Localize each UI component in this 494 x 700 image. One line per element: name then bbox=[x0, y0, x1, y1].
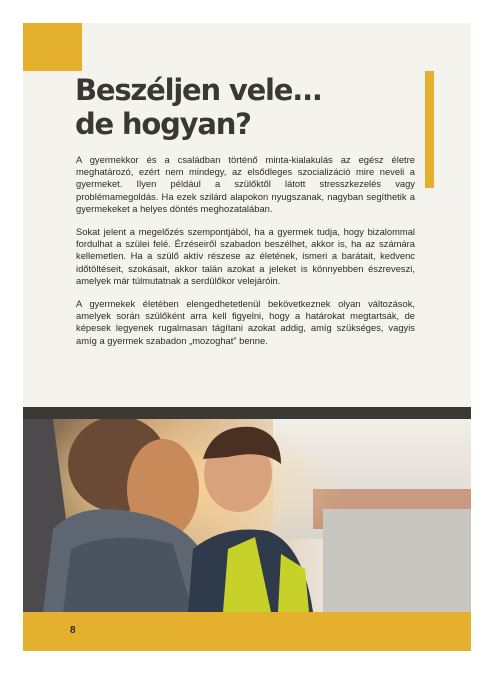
dark-divider-bar bbox=[23, 407, 471, 419]
page-title bbox=[75, 73, 415, 141]
body-text bbox=[76, 154, 415, 358]
title-line-2: de hogyan? bbox=[75, 107, 251, 141]
footer-bar bbox=[23, 612, 471, 651]
paragraph: A gyermekkor és a családban történő minta-kialakulás az egész életre meghatározó, ezért nem mindegy, az elsődleges szocializáció mire neveli a gyermeket. Ilyen például a szülőktől látott stresszkezelés vagy problémamegoldás. Ha ezek szilárd alapokon nyugszanak, nagyban segíthetik a gyermekeket a helyes döntés meghozatalában. bbox=[76, 154, 415, 214]
photo-illustration bbox=[23, 419, 471, 612]
title-line-1: Beszéljen vele... bbox=[75, 73, 322, 107]
paragraph: Sokat jelent a megelőzés szempontjából, ha a gyermek tudja, hogy bizalommal fordulhat a szülei felé. Érzéseiről szabadon beszélhet, akkor is, ha az számára kellemetlen. Ha a szülő aktív részese az életének, ismeri a barátait, kedvenc időtöltéseit, szokásait, akkor talán azokat a jeleket is könnyebben észreveszi, amelyek már túlmutatnak a serdülőkor velejáróin. bbox=[76, 226, 415, 286]
paragraph: A gyermekek életében elengedhetetlenül bekövetkeznek olyan változások, amelyek során szülőként arra kell figyelni, hogy a határokat megtartsák, de képesek legyenek rugalmasan tágítani azokat addig, amíg szükséges, vagyis amíg a gyermek szabadon „mozoghat” benne. bbox=[76, 298, 415, 346]
accent-side-bar bbox=[425, 71, 434, 188]
page-number: 8 bbox=[70, 625, 76, 636]
accent-corner-block bbox=[23, 23, 82, 71]
photo-father-and-son bbox=[23, 419, 471, 612]
document-page bbox=[23, 23, 471, 651]
